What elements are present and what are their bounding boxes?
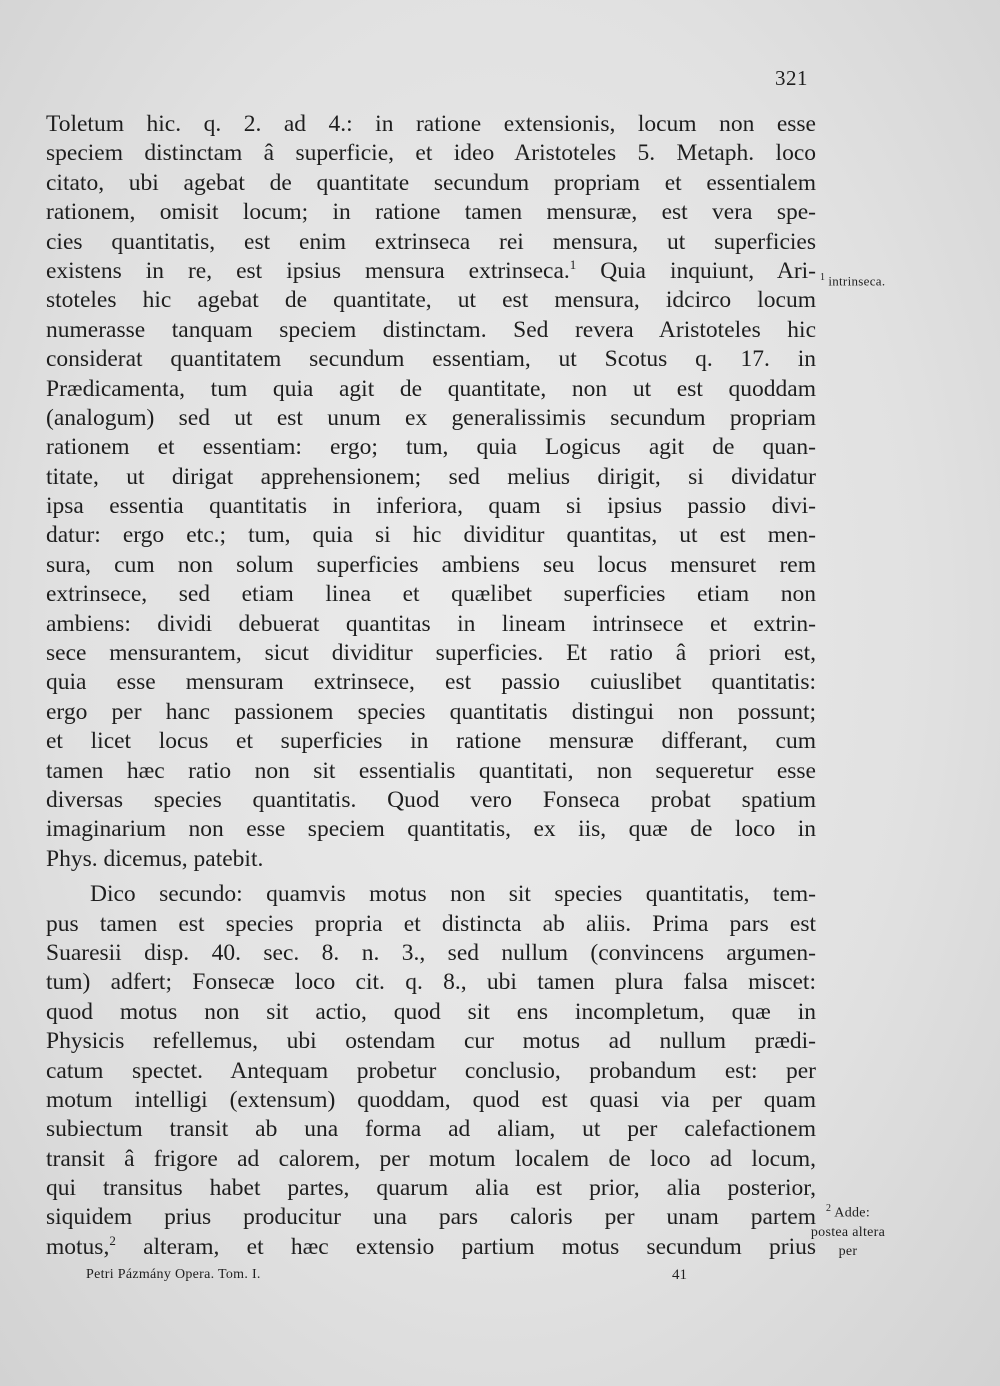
text-line-content: ergo per hanc passionem species quantitatis distingui non possunt; [46,698,816,725]
text-line [46,404,816,433]
text-line [46,639,816,668]
text-line [46,1203,816,1232]
text-line [46,580,816,609]
text-line [46,968,816,997]
text-line-content: rationem, omisit locum; in ratione tamen mensuræ, est vera spe- [46,199,816,226]
text-line-content: imaginarium non esse speciem quantitatis, ex iis, quæ de loco in [46,816,816,843]
page-number: 321 [775,66,808,90]
text-line [46,1086,816,1115]
margin-note-2-line1-text: Adde: [834,1205,871,1221]
text-line [46,786,816,815]
body-text [46,110,816,1262]
footer-signature-mark: 41 [672,1267,687,1283]
text-line [46,169,816,198]
text-line-content: numerasse tanquam speciem distinctam. Sed revera Aristoteles hic [46,316,816,343]
text-line [46,345,816,374]
text-line [46,1027,816,1056]
text-line [46,286,816,315]
text-line-content: rationem et essentiam: ergo; tum, quia Logicus agit de quan- [46,434,816,461]
footnote-reference: 2 [109,1233,116,1249]
margin-note-2 [796,1199,900,1261]
text-line-content: stoteles hic agebat de quantitate, ut est mensura, idcirco locum [46,287,816,314]
text-line [46,110,816,139]
text-line [46,433,816,462]
text-line-content: Suaresii disp. 40. sec. 8. n. 3., sed nullum (convincens argumen- [46,939,816,966]
text-line-content: siquidem prius producitur una pars caloris per unam partem [46,1204,816,1231]
footer-series-title: Petri Pázmány Opera. Tom. I. [86,1267,261,1282]
margin-note-1 [820,272,910,289]
text-line [46,815,816,844]
text-line-content: datur: ergo etc.; tum, quia si hic dividitur quantitas, ut est men- [46,522,816,549]
text-line [46,698,816,727]
margin-note-1-marker: 1 [820,272,826,283]
text-line-content: motum intelligi (extensum) quoddam, quod est quasi via per quam [46,1086,816,1113]
text-line [46,1057,816,1086]
text-line [46,910,816,939]
text-line-content: subiectum transit ab una forma ad aliam, ut per calefactionem [46,1116,816,1143]
text-line-content: pus tamen est species propria et distincta ab aliis. Prima pars est [46,910,816,937]
text-line-content: speciem distinctam â superficie, et ideo Aristoteles 5. Metaph. loco [46,140,816,167]
text-line [46,1233,816,1262]
text-line [46,668,816,697]
text-line [46,375,816,404]
text-line [46,316,816,345]
footnote-reference: 1 [569,257,577,273]
text-line-content: ambiens: dividi debuerat quantitas in lineam intrinsece et extrin- [46,610,816,637]
text-line [46,845,816,874]
text-line-content: transit â frigore ad calorem, per motum localem de loco ad locum, [46,1145,816,1172]
text-line [46,998,816,1027]
margin-note-2-line2: postea altera [810,1224,886,1240]
text-line [46,198,816,227]
text-line-content: Toletum hic. q. 2. ad 4.: in ratione extensionis, locum non esse [46,111,816,137]
text-line-content: catum spectet. Antequam probetur conclusio, probandum est: per [46,1057,816,1084]
text-line-content: tum) adfert; Fonsecæ loco cit. q. 8., ubi tamen plura falsa miscet: [46,969,816,996]
text-line [46,939,816,968]
text-line-content: considerat quantitatem secundum essentiam, ut Scotus q. 17. in [46,346,816,373]
text-line-content: et licet locus et superficies in ratione mensuræ differant, cum [46,728,816,755]
text-line [46,757,816,786]
text-line [46,463,816,492]
margin-note-2-line3: per [838,1243,858,1259]
text-line [46,228,816,257]
text-line [46,551,816,580]
margin-note-2-line1 [796,1199,900,1223]
text-line-content: Prædicamenta, tum quia agit de quantitate, non ut est quoddam [46,375,816,402]
text-line-content: ipsa essentia quantitatis in inferiora, quam si ipsius passio divi- [46,493,816,520]
text-line-continuation: Quia inquiunt, Ari- [576,257,817,284]
text-line [46,139,816,168]
text-line-content: diversas species quantitatis. Quod vero Fonseca probat spatium [46,786,816,813]
text-line-content: Phys. dicemus, patebit. [46,845,264,872]
margin-note-2-marker: 2 [825,1203,832,1214]
text-line [46,727,816,756]
text-line-content: quod motus non sit actio, quod sit ens incompletum, quæ in [46,998,816,1025]
text-line-content: cies quantitatis, est enim extrinseca rei mensura, ut superficies [46,228,816,255]
text-line-content: qui transitus habet partes, quarum alia est prior, alia posterior, [46,1175,816,1202]
text-line-content: citato, ubi agebat de quantitate secundum propriam et essentialem [46,169,816,196]
text-line-continuation: alteram, et hæc extensio partium motus secundum prius [115,1233,816,1260]
text-line-content: Physicis refellemus, ubi ostendam cur motus ad nullum prædi- [46,1028,816,1055]
text-line-content: tamen hæc ratio non sit essentialis quantitati, non sequeretur esse [46,757,816,784]
text-line-content: existens in re, est ipsius mensura extrinseca. [46,257,570,284]
text-line [46,1174,816,1203]
text-line-content: quia esse mensuram extrinsece, est passio cuiuslibet quantitatis: [46,669,816,696]
text-line [46,1145,816,1174]
text-line-content: (analogum) sed ut est unum ex generalissimis secundum propriam [46,404,816,431]
text-line-content: motus, [46,1233,110,1260]
text-line [46,1115,816,1144]
text-line-content: extrinsece, sed etiam linea et quælibet superficies etiam non [46,581,816,608]
text-line [46,257,816,286]
margin-note-1-text: intrinseca. [828,273,886,289]
text-line-content: sura, cum non solum superficies ambiens seu locus mensuret rem [46,551,816,578]
text-line-content: sece mensurantem, sicut dividitur superficies. Et ratio â priori est, [46,640,816,667]
text-line-content: Dico secundo: quamvis motus non sit species quantitatis, tem- [90,881,816,908]
text-line [46,880,816,909]
text-line-content: titate, ut dirigat apprehensionem; sed melius dirigit, si dividatur [46,463,816,490]
text-line [46,492,816,521]
text-line [46,610,816,639]
text-line [46,521,816,550]
